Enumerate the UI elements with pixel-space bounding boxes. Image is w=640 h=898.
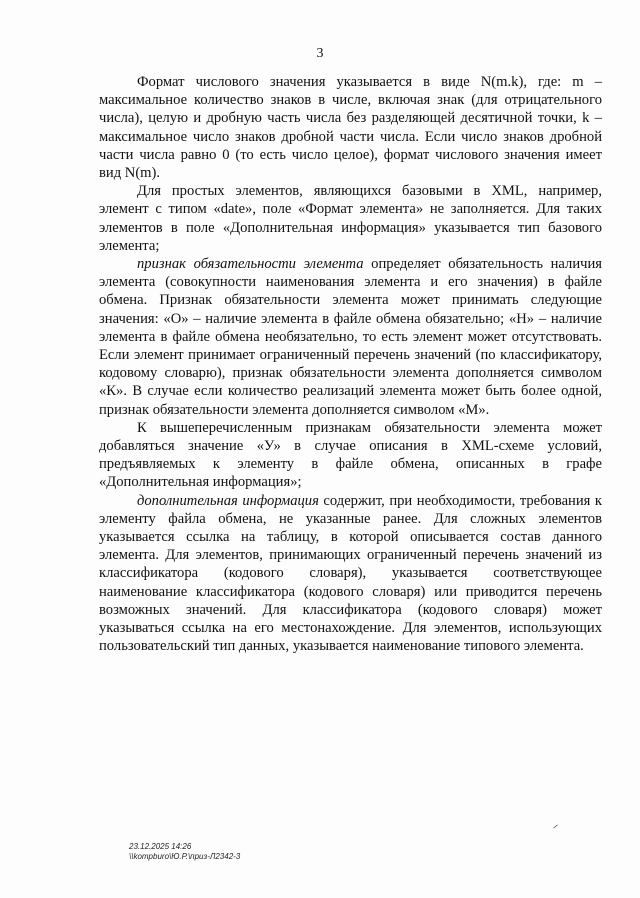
paragraph-term: признак обязательности элемента [137, 256, 364, 273]
paragraph [99, 419, 602, 492]
paragraph-text: Формат числового значения указывается в виде N(m.k), где: m – максимальное количество знаков в числе, включая знак (для отрицательного числа), целую и дробную часть числа без разделяющей десятичной точки, k – максимальное число знаков дробной части числа. Если число знаков дробной части числа равно 0 (то есть число целое), формат числового значения имеет вид N(m). [99, 74, 602, 182]
paragraph [99, 182, 602, 255]
paragraph [99, 255, 602, 419]
paragraph-text: определяет обязательность наличия элемента (совокупности наименования элемента и его значения) в файле обмена. Признак обязательности элемента может принимать следующие значения: «О» – наличие элемента в файле обмена обязательно; «Н» – наличие элемента в файле обмена необязательно, то есть элемент может отсутствовать. Если элемент принимает ограниченный перечень значений (по классификатору, кодовому словарю), признак обязательности элемента дополняется символом «К». В случае если количество реализаций элемента может быть более одной, признак обязательности элемента дополняется символом «М». [99, 256, 602, 418]
pen-mark [553, 825, 557, 829]
footer-path: \\kompburo\Ю.Р.\приз-Л2342-3 [129, 852, 241, 861]
paragraph [99, 492, 602, 656]
paragraph-text: Для простых элементов, являющихся базовыми в XML, например, элемент с типом «date», поле «Формат элемента» не заполняется. Для таких элементов в поле «Дополнительная информация» указывается тип базового элемента; [99, 183, 602, 254]
paragraph [99, 73, 602, 182]
paragraph-term: дополнительная информация [137, 492, 319, 509]
body-text [99, 73, 602, 656]
paragraph-text: содержит, при необходимости, требования к элементу файла обмена, не указанные ранее. Для сложных элементов указывается ссылка на таблицу, в которой описывается состав данного элемента. Для элементов, принимающих ограниченный перечень значений из классификатора (кодового словаря), указывается соответствующее наименование классификатора (кодового словаря) или приводится перечень возможных значений. Для классификатора (кодового словаря) может указываться ссылка на его местонахождение. Для элементов, использующих пользовательский тип данных, указывается наименование типового элемента. [99, 492, 603, 655]
footer-stamp [129, 842, 240, 862]
footer-date: 23.12.2025 14:26 [129, 842, 192, 851]
page-number: 3 [316, 46, 324, 61]
paragraph-text: К вышеперечисленным признакам обязательности элемента может добавляться значение «У» в случае описания в XML-схеме условий, предъявляемых к элементу в файле обмена, описанных в графе «Дополнительная информация»; [99, 419, 602, 491]
